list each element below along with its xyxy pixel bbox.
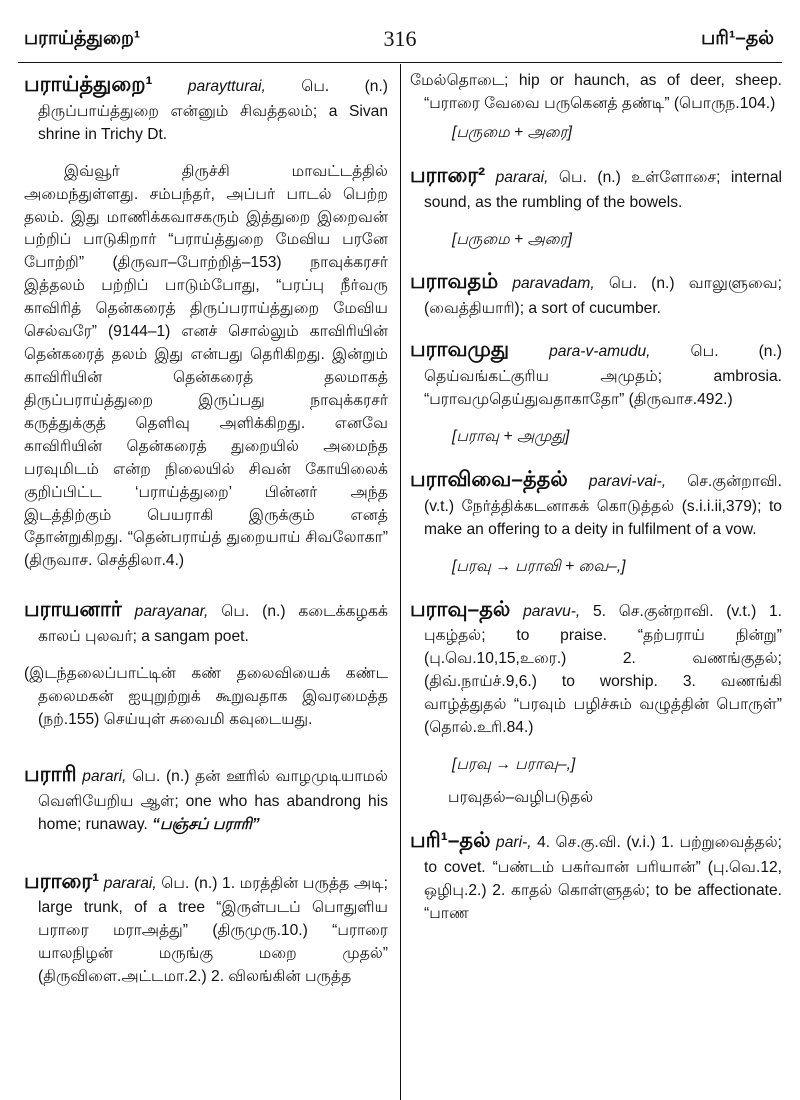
- definition: உள்ளோசை; internal sound, as the rumbling of the bowels.: [424, 168, 782, 211]
- headword: பராரை¹: [24, 869, 100, 893]
- transliteration: pararai,: [495, 168, 549, 186]
- grammar-label: 4. செ.கு.வி. (v.i.): [537, 833, 656, 851]
- definition: வாலுளுவை; (வைத்தியாரி); a sort of cucumber.: [424, 275, 783, 318]
- grammar-label: பெ. (n.): [608, 275, 675, 293]
- entry-continuation: மேல்தொடை; hip or haunch, as of deer, sheep. “பராரை வேவை பருகெனத் தண்டி” (பொருந.104.): [410, 72, 782, 112]
- grammar-label: பெ. (n.): [132, 767, 190, 785]
- dictionary-entry: [410, 826, 782, 926]
- left-column: [24, 70, 388, 1003]
- grammar-label: 5. செ.குன்றாவி. (v.t.): [593, 602, 757, 620]
- dictionary-entry: [24, 70, 388, 147]
- transliteration: paravu-,: [523, 602, 581, 620]
- right-column: [410, 70, 782, 939]
- transliteration: paravadam,: [512, 275, 595, 293]
- definition: கடைக்கழகக் காலப் புலவர்; a sangam poet.: [38, 603, 389, 646]
- definition: 1. புகழ்தல்; to praise. “தற்பராய் நின்று” (பு.வெ.10,15,உரை.) 2. வணங்குதல்; (திவ்.நாய்ச்.9,6.) to worship. 3. வணங்கி வாழ்த்துதல் “பரவும் பழிச்சும் வழுத்தின் பொருள்” (தொல்.உரி.84.): [424, 602, 782, 737]
- dictionary-entry: [410, 595, 782, 740]
- transliteration: paraytturai,: [187, 78, 266, 95]
- transliteration: pari-,: [496, 833, 532, 851]
- etymology: [பரவு → பராவு–,]: [452, 755, 576, 773]
- dictionary-entry: [410, 335, 782, 412]
- transliteration: parari,: [82, 767, 127, 785]
- etymology: [பருமை + அரை]: [452, 123, 572, 141]
- definition: நேர்த்திக்கடனாகக் கொடுத்தல் (s.i.i.ii,379); to make an offering to a deity in fulfilment of a vow.: [424, 497, 782, 538]
- headword: பராவமுது: [410, 338, 510, 362]
- dictionary-entry: [410, 161, 782, 215]
- definition: 1. மரத்தின் பருத்த அடி; large trunk, of a tree “இருள்படப் பொதுளிய பராரை மராஅத்து” (திருமுரு.10.) “பராரை யாலநிழன் மருங்கு மறை முதல்” (திருவிளை.அட்டமா.2.) 2. விலங்கின் பருத்த: [38, 874, 388, 986]
- etymology: [பராவு + அமுது]: [452, 427, 570, 445]
- dictionary-entry: [24, 760, 388, 837]
- definition: தன் ஊரில் வாழமுடியாமல் வெளியேறிய ஆள்; one who has abandrong his home; runaway.: [38, 767, 388, 833]
- dictionary-entry: [410, 267, 782, 321]
- definition: திருப்பாய்த்துறை என்னும் சிவத்தலம்; a Sivan shrine in Trichy Dt.: [38, 102, 388, 143]
- etymology: [பரவு → பராவி + வை–,]: [452, 557, 626, 575]
- etymology: [பருமை + அரை]: [452, 230, 572, 248]
- headword: பராய்த்துறை¹: [24, 73, 153, 96]
- transliteration: paravi-vai-,: [588, 472, 667, 490]
- grammar-label: செ.குன்றாவி. (v.t.): [424, 472, 782, 515]
- header-rule: [18, 62, 782, 63]
- page-number: 316: [383, 26, 417, 51]
- transliteration: para-v-amudu,: [549, 343, 651, 361]
- column-divider: [400, 64, 401, 1100]
- headword: பராவதம்: [410, 270, 499, 294]
- dictionary-entry: [24, 595, 388, 649]
- headword: பராவு–தல்: [410, 597, 511, 621]
- dictionary-entry: [410, 465, 782, 542]
- headword: பராயனார்: [24, 598, 122, 622]
- quotation: “பஞ்சப் பராரி”: [152, 815, 260, 833]
- grammar-label: பெ. (n.): [221, 603, 286, 621]
- page-header: [0, 0, 800, 62]
- running-head-left: பராய்த்துறை¹: [24, 28, 141, 49]
- transliteration: pararai,: [103, 874, 157, 892]
- headword: பராவிவை–த்தல்: [410, 467, 568, 491]
- grammar-label: பெ. (n.): [301, 78, 388, 95]
- dictionary-entry: [24, 867, 388, 990]
- headword: பராரி: [24, 762, 77, 786]
- grammar-label: பெ. (n.): [161, 874, 218, 892]
- commentary-note: (இடந்தலைப்பாட்டின் கண் தலைவியைக் கண்ட தலைமகன் ஐயுறுற்றுக் கூறுவதாக இவரமைத்த (நற்.155) செய்யுள் சுவைமி கவுடையது.: [24, 665, 388, 728]
- running-head-right: பரி¹–தல்: [701, 28, 774, 49]
- headword: பரி¹–தல்: [410, 828, 491, 852]
- definition: தெய்வங்கட்குரிய அமுதம்; ambrosia. “பராவமுதெய்துவதாகாதோ” (திருவாச.492.): [424, 368, 782, 409]
- usage-note: பரவுதல்–வழிபடுதல்: [448, 788, 594, 806]
- definition: 1. பற்றுவைத்தல்; to covet. “பண்டம் பகர்வான் பரியான்” (பு.வெ.12, ஒழிபு.2.) 2. காதல் கொள்ளுதல்; to be affectionate. “பாண: [424, 833, 782, 922]
- grammar-label: பெ. (n.): [558, 168, 621, 186]
- grammar-label: பெ. (n.): [690, 343, 782, 361]
- transliteration: parayanar,: [134, 603, 209, 621]
- commentary-paragraph: இவ்வூர் திருச்சி மாவட்டத்தில் அமைந்துள்ளது. சம்பந்தர், அப்பர் பாடல் பெற்ற தலம். இது மாணிக்கவாசகரும் இத்துறை இறைவன் பற்றிப் பாடுகிறார் “பராய்த்துறை மேவிய பரனே போற்றி” (திருவா–போற்றித்–153) நாவுக்கரசர் இத்தலம் பற்றிப் பாடும்போது, “பரப்பு நீர்வரு காவிரித் தென்கரைத் திருப்பராய்த்துறை மேவிய செல்வரே” (9144–1) எனச் சொல்லும் காவிரியின் தென்கரைத் தலம் இது என்பது தெரிகிறது. இன்றும் காவிரியின் தென்கரைத் தலமாகத் திருப்பராய்த்துறை இருப்பது நாவுக்கரசர் கருத்துக்குத் தெளிவு அளிக்கிறது. எனவே காவிரியின் தென்கரைத் துறையில் அமைந்த பரவுமிடம் என்ற நிலையில் சிவன் கோயிலைக் குறிப்பிட்ட ‘பராய்த்துறை’ பின்னர் அந்த இடத்திற்கும் பெயராகி இருக்கும் எனத் தோன்றுகிறது. “தென்பராய்த் துறையாய் சிவலோகா” (திருவாச. செத்திலா.4.): [24, 162, 388, 570]
- headword: பராரை²: [410, 163, 486, 187]
